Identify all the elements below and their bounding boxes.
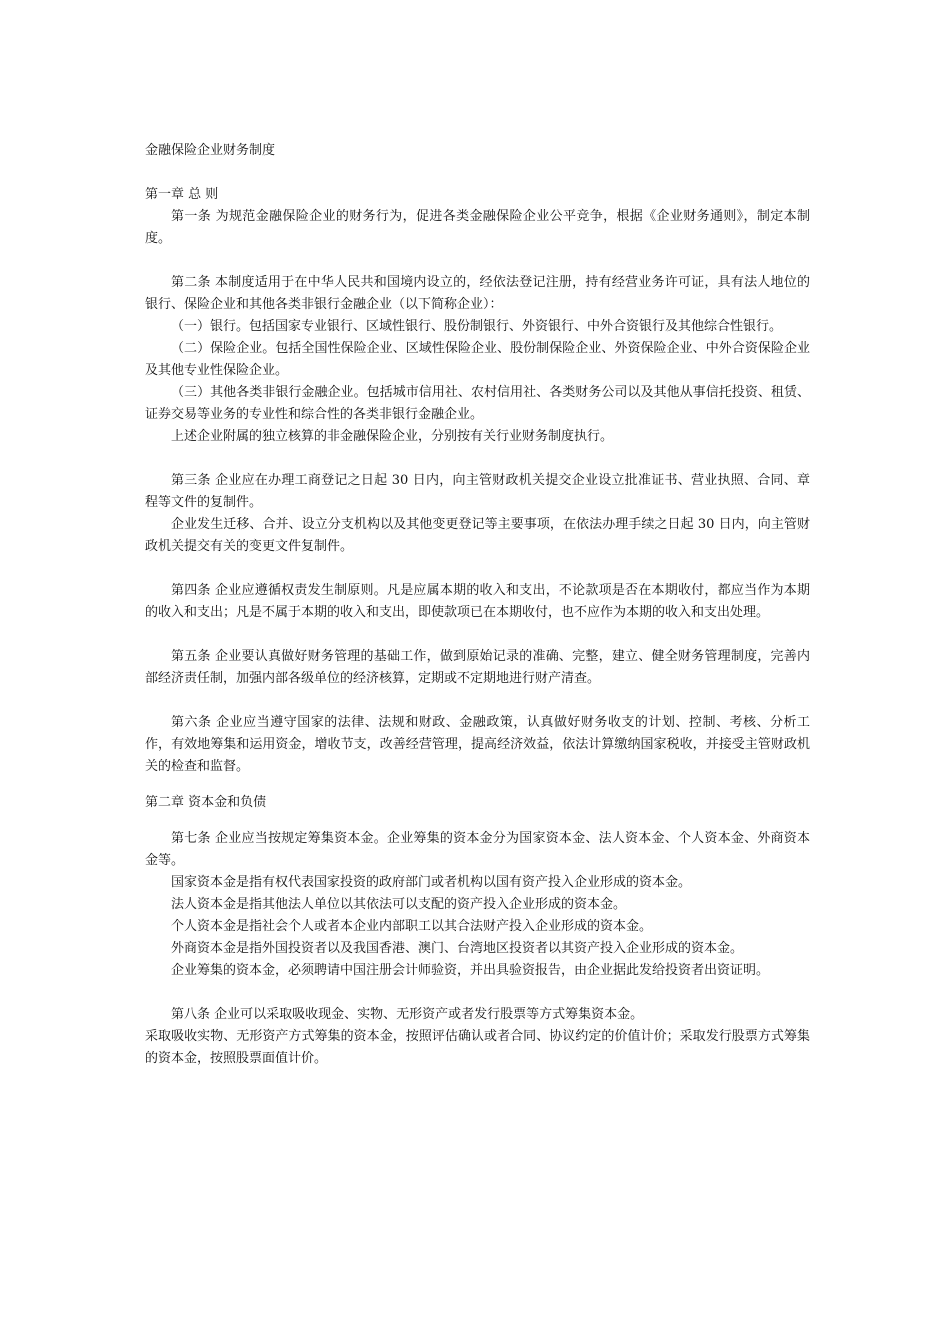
article-2: 第二条 本制度适用于在中华人民共和国境内设立的，经依法登记注册，持有经营业务许可证，具有法人地位的银行、保险企业和其他各类非银行金融企业（以下简称企业）： xyxy=(145,275,810,312)
article-3-para-2: 企业发生迁移、合并、设立分支机构以及其他变更登记等主要事项，在依法办理手续之日起 30 日内，向主管财政机关提交有关的变更文件复制件。 xyxy=(145,517,810,554)
article-2-note: 上述企业附属的独立核算的非金融保险企业，分别按有关行业财务制度执行。 xyxy=(171,429,614,444)
article-4: 第四条 企业应遵循权责发生制原则。凡是应属本期的收入和支出，不论款项是否在本期收付，都应当作为本期的收入和支出；凡是不属于本期的收入和支出，即使款项已在本期收付，也不应作为本期的收入和支出处理。 xyxy=(145,583,810,620)
chapter-2-heading: 第二章 资本金和负债 xyxy=(145,795,267,810)
article-1: 第一条 为规范金融保险企业的财务行为，促进各类金融保险企业公平竞争，根据《企业财务通则》，制定本制度。 xyxy=(145,209,810,246)
article-7: 第七条 企业应当按规定筹集资本金。企业筹集的资本金分为国家资本金、法人资本金、个人资本金、外商资本金等。 xyxy=(145,831,810,868)
spacer xyxy=(145,624,810,646)
article-2-item-2: （二）保险企业。包括全国性保险企业、区域性保险企业、股份制保险企业、外资保险企业、中外合资保险企业及其他专业性保险企业。 xyxy=(145,341,810,378)
article-2-item-1: （一）银行。包括国家专业银行、区域性银行、股份制银行、外资银行、中外合资银行及其他综合性银行。 xyxy=(171,319,783,334)
spacer xyxy=(145,448,810,470)
spacer xyxy=(145,778,810,792)
spacer xyxy=(145,690,810,712)
article-8-para-2: 采取吸收实物、无形资产方式筹集的资本金，按照评估确认或者合同、协议约定的价值计价；采取发行股票方式筹集的资本金，按照股票面值计价。 xyxy=(145,1029,810,1066)
document-page xyxy=(145,140,810,1070)
spacer xyxy=(145,814,810,828)
article-2-item-3: （三）其他各类非银行金融企业。包括城市信用社、农村信用社、各类财务公司以及其他从事信托投资、租赁、证券交易等业务的专业性和综合性的各类非银行金融企业。 xyxy=(145,385,810,422)
spacer xyxy=(145,558,810,580)
article-7-para-4: 个人资本金是指社会个人或者本企业内部职工以其合法财产投入企业形成的资本金。 xyxy=(171,919,653,934)
article-7-para-3: 法人资本金是指其他法人单位以其依法可以支配的资产投入企业形成的资本金。 xyxy=(171,897,627,912)
spacer xyxy=(145,982,810,1004)
article-7-para-2: 国家资本金是指有权代表国家投资的政府部门或者机构以国有资产投入企业形成的资本金。 xyxy=(171,875,692,890)
article-5: 第五条 企业要认真做好财务管理的基础工作，做到原始记录的准确、完整，建立、健全财务管理制度，完善内部经济责任制，加强内部各级单位的经济核算，定期或不定期地进行财产清查。 xyxy=(145,649,810,686)
document-title: 金融保险企业财务制度 xyxy=(145,143,276,158)
article-3: 第三条 企业应在办理工商登记之日起 30 日内，向主管财政机关提交企业设立批准证书、营业执照、合同、章程等文件的复制件。 xyxy=(145,473,810,510)
article-7-para-6: 企业筹集的资本金，必须聘请中国注册会计师验资，并出具验资报告，由企业据此发给投资者出资证明。 xyxy=(171,963,770,978)
article-6: 第六条 企业应当遵守国家的法律、法规和财政、金融政策，认真做好财务收支的计划、控制、考核、分析工作，有效地筹集和运用资金，增收节支，改善经营管理，提高经济效益，依法计算缴纳国家税收，并接受主管财政机关的检查和监督。 xyxy=(145,715,810,774)
article-8: 第八条 企业可以采取吸收现金、实物、无形资产或者发行股票等方式筹集资本金。 xyxy=(171,1007,644,1022)
spacer xyxy=(145,250,810,272)
chapter-1-heading: 第一章 总 则 xyxy=(145,187,219,202)
article-7-para-5: 外商资本金是指外国投资者以及我国香港、澳门、台湾地区投资者以其资产投入企业形成的资本金。 xyxy=(171,941,744,956)
